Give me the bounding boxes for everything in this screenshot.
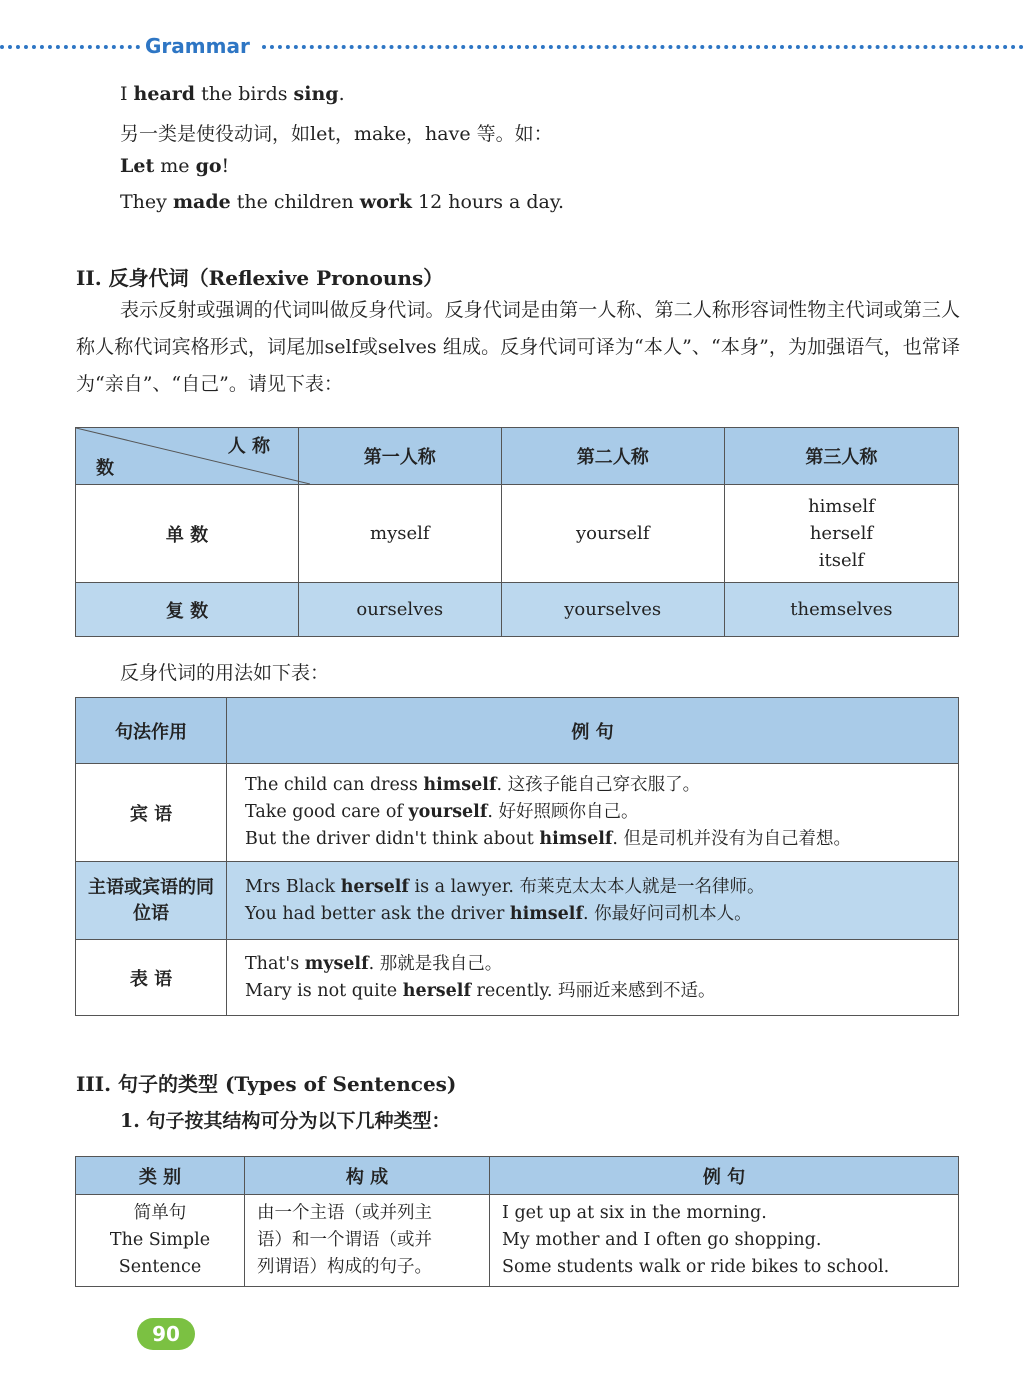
table1-plural-third: themselves xyxy=(724,583,958,637)
table2-row-appositive-examples xyxy=(227,862,959,940)
example-line: That's myself. 那就是我自己。 xyxy=(245,953,503,974)
section-2-heading: II. 反身代词（Reflexive Pronouns） xyxy=(76,266,444,290)
table1-singular-third-1: himself xyxy=(808,496,875,517)
section-3-subheading: 1. 句子按其结构可分为以下几种类型： xyxy=(120,1110,451,1132)
section-3-heading: III. 句子的类型 (Types of Sentences) xyxy=(76,1072,457,1096)
table1-plural-second: yourselves xyxy=(501,583,724,637)
table2-row-object-examples xyxy=(227,764,959,862)
table2-intro: 反身代词的用法如下表： xyxy=(120,662,330,684)
table1-row-plural-label: 复 数 xyxy=(76,583,299,637)
type-en-2: Sentence xyxy=(118,1257,202,1277)
composition-line: 由一个主语（或并列主 xyxy=(257,1203,432,1223)
example-line: But the driver didn't think about himself. 但是司机并没有为自己着想。 xyxy=(245,829,852,849)
table2-row-appositive-label: 主语或宾语的同位语 xyxy=(76,862,227,940)
header-dots-left xyxy=(0,45,140,49)
table3-row-simple-composition xyxy=(245,1195,490,1287)
table2-row-object-label: 宾 语 xyxy=(76,764,227,862)
table1-header-first: 第一人称 xyxy=(299,428,502,485)
example-line: You had better ask the driver himself. 你最好问司机本人。 xyxy=(245,903,752,924)
composition-line: 列谓语）构成的句子。 xyxy=(257,1257,432,1277)
table1-corner-bottom: 数 xyxy=(96,458,114,479)
reflexive-usage-table xyxy=(75,697,959,1016)
type-en-1: The Simple xyxy=(109,1230,211,1250)
page-number: 90 xyxy=(137,1318,195,1350)
page-header xyxy=(0,34,1024,62)
table2-row-predicative-label: 表 语 xyxy=(76,940,227,1016)
intro-line-2: 另一类是使役动词，如let，make，have 等。如： xyxy=(120,123,553,145)
section-2-paragraph: 表示反射或强调的代词叫做反身代词。反身代词是由第一人称、第二人称形容词性物主代词或第三人称人称代词宾格形式，词尾加self或selves 组成。反身代词可译为“本人”、“本身”，为加强语气，也常译为“亲自”、“自己”。请见下表： xyxy=(76,299,960,395)
table3-header-examples: 例 句 xyxy=(490,1157,959,1195)
table1-corner-cell xyxy=(76,428,299,485)
table3-row-simple-type xyxy=(76,1195,245,1287)
example-line: My mother and I often go shopping. xyxy=(502,1230,822,1250)
table3-header-composition: 构 成 xyxy=(245,1157,490,1195)
table1-header-third: 第三人称 xyxy=(724,428,958,485)
table1-singular-third-3: itself xyxy=(818,550,865,571)
composition-line: 语）和一个谓语（或并 xyxy=(257,1230,432,1250)
table1-singular-second: yourself xyxy=(501,485,724,583)
example-line: Some students walk or ride bikes to school. xyxy=(502,1257,890,1277)
example-line: Mrs Black herself is a lawyer. 布莱克太太本人就是一名律师。 xyxy=(245,876,765,897)
intro-line-1: I heard the birds sing. xyxy=(120,83,345,105)
reflexive-pronoun-table xyxy=(75,427,959,637)
table1-row-singular-label: 单 数 xyxy=(76,485,299,583)
table3-row-simple-examples xyxy=(490,1195,959,1287)
header-title: Grammar xyxy=(145,34,250,58)
example-line: The child can dress himself. 这孩子能自己穿衣服了。 xyxy=(245,775,701,795)
table3-header-type: 类 别 xyxy=(76,1157,245,1195)
table1-singular-third xyxy=(724,485,958,583)
table1-corner-top: 人 称 xyxy=(227,436,270,457)
sentence-types-table xyxy=(75,1156,959,1287)
intro-line-4: They made the children work 12 hours a day. xyxy=(120,191,565,213)
table2-header-function: 句法作用 xyxy=(76,698,227,764)
table1-singular-first: myself xyxy=(299,485,502,583)
type-cn: 简单句 xyxy=(133,1203,187,1223)
example-line: Take good care of yourself. 好好照顾你自己。 xyxy=(245,802,639,822)
table1-plural-first: ourselves xyxy=(299,583,502,637)
intro-line-3: Let me go! xyxy=(120,155,230,177)
table1-singular-third-2: herself xyxy=(809,523,874,544)
table1-header-second: 第二人称 xyxy=(501,428,724,485)
table2-row-predicative-examples xyxy=(227,940,959,1016)
example-line: Mary is not quite herself recently. 玛丽近来感到不适。 xyxy=(245,980,716,1001)
header-dots-right xyxy=(262,45,1024,49)
table2-header-examples: 例 句 xyxy=(227,698,959,764)
example-line: I get up at six in the morning. xyxy=(502,1203,767,1223)
